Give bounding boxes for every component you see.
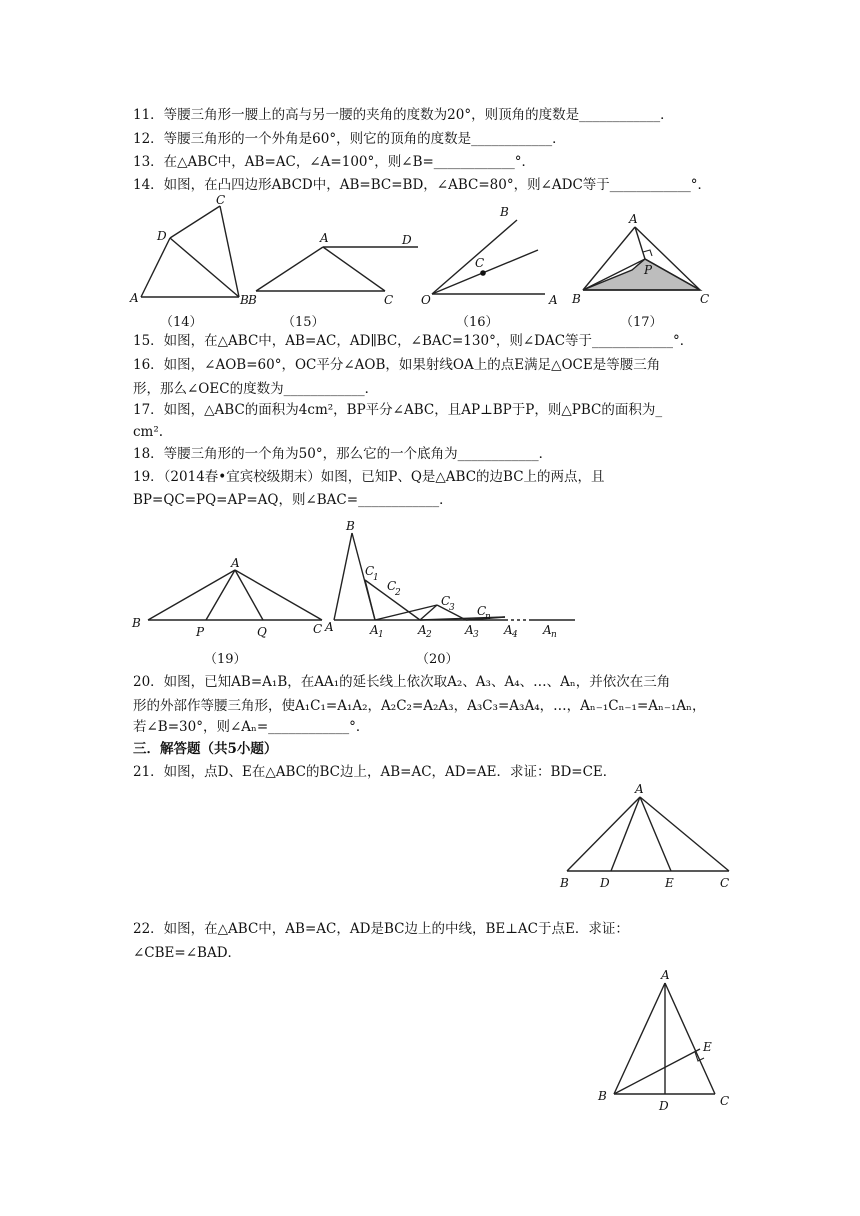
- svg-text:B: B: [248, 293, 257, 307]
- svg-text:A: A: [504, 623, 513, 637]
- svg-text:C: C: [365, 564, 375, 578]
- svg-text:A: A: [635, 782, 644, 796]
- svg-text:3: 3: [449, 603, 455, 613]
- caption-19: （19）: [204, 652, 247, 667]
- question-11: 11．等腰三角形一腰上的高与另一腰的夹角的度数为20°，则顶角的度数是____________．: [133, 107, 674, 123]
- svg-text:A: A: [130, 291, 139, 305]
- question-21: 21．如图，点D、E在△ABC的BC边上，AB=AC，AD=AE．求证：BD=CE．: [133, 764, 617, 780]
- figure-22: [614, 983, 715, 1094]
- svg-text:n: n: [551, 630, 557, 640]
- svg-text:A: A: [549, 293, 558, 307]
- question-19-line1: 19．（2014春•宜宾校级期末）如图，已知P、Q是△ABC的边BC上的两点，且: [133, 469, 605, 485]
- svg-text:A: A: [418, 623, 427, 637]
- figure-17-labels: [571, 212, 709, 306]
- figure-22-labels: [597, 968, 729, 1113]
- question-13: 13．在△ABC中，AB=AC，∠A=100°，则∠B=____________°．: [133, 154, 536, 170]
- svg-text:2: 2: [426, 630, 432, 640]
- figure-14: [141, 206, 239, 297]
- svg-text:A: A: [543, 623, 552, 637]
- question-22-line2: ∠CBE=∠BAD．: [133, 945, 242, 961]
- svg-text:C: C: [475, 256, 485, 270]
- svg-text:A: A: [320, 231, 329, 245]
- svg-text:C: C: [720, 876, 730, 890]
- question-22-line1: 22．如图，在△ABC中，AB=AC，AD是BC边上的中线，BE⊥AC于点E．求证：: [133, 921, 629, 937]
- svg-text:D: D: [157, 229, 167, 243]
- caption-20: （20）: [416, 652, 459, 667]
- svg-text:4: 4: [512, 630, 518, 640]
- svg-text:A: A: [661, 968, 670, 982]
- svg-text:A: A: [370, 623, 379, 637]
- svg-text:B: B: [500, 205, 509, 219]
- svg-text:O: O: [421, 293, 431, 307]
- svg-text:B: B: [346, 519, 355, 533]
- svg-text:C: C: [441, 594, 451, 608]
- question-18: 18．等腰三角形的一个角为50°，那么它的一个底角为____________．: [133, 446, 553, 462]
- question-20-line3: 若∠B=30°，则∠Aₙ=____________°．: [133, 719, 370, 735]
- svg-text:A: A: [231, 556, 240, 570]
- svg-text:B: B: [132, 616, 141, 630]
- question-19-line2: BP=QC=PQ=AP=AQ，则∠BAC=____________．: [133, 492, 453, 508]
- svg-text:B: B: [572, 292, 581, 306]
- question-17-line2: cm².: [133, 424, 164, 440]
- svg-text:C: C: [216, 193, 226, 207]
- question-14: 14．如图，在凸四边形ABCD中，AB=BC=BD，∠ABC=80°，则∠ADC等于____________°．: [133, 177, 712, 193]
- figure-19: [148, 570, 322, 620]
- figure-15-labels: [247, 231, 412, 307]
- svg-text:D: D: [600, 876, 610, 890]
- svg-text:A: A: [325, 620, 334, 634]
- svg-text:D: D: [659, 1099, 669, 1113]
- caption-17: （17）: [620, 315, 663, 330]
- section-3-heading: 三．解答题（共5小题）: [133, 741, 278, 757]
- figure-15: [256, 247, 418, 291]
- question-15: 15．如图，在△ABC中，AB=AC，AD∥BC，∠BAC=130°，则∠DAC等于____________°．: [133, 333, 694, 349]
- svg-text:A: A: [629, 212, 638, 226]
- svg-text:C: C: [700, 292, 710, 306]
- svg-text:D: D: [402, 233, 412, 247]
- figure-17: [583, 227, 700, 290]
- svg-text:A: A: [465, 623, 474, 637]
- question-16-line1: 16．如图，∠AOB=60°，OC平分∠AOB，如果射线OA上的点E满足△OCE是等腰三角: [133, 357, 661, 373]
- svg-text:1: 1: [373, 573, 379, 583]
- svg-text:3: 3: [473, 630, 479, 640]
- figure-16-labels: [421, 205, 558, 307]
- svg-text:B: B: [598, 1089, 607, 1103]
- caption-14: （14）: [160, 315, 203, 330]
- svg-text:C: C: [387, 579, 397, 593]
- figure-21-labels: [559, 782, 729, 890]
- svg-text:C: C: [313, 622, 323, 636]
- svg-text:C: C: [720, 1094, 730, 1108]
- svg-text:1: 1: [378, 630, 384, 640]
- svg-text:Q: Q: [257, 625, 267, 639]
- figure-16-point-c: [480, 270, 486, 276]
- svg-text:B: B: [560, 876, 569, 890]
- svg-text:P: P: [196, 625, 205, 639]
- svg-text:2: 2: [395, 588, 401, 598]
- figure-16: [432, 220, 545, 294]
- svg-text:C: C: [384, 293, 394, 307]
- question-17-line1: 17．如图，△ABC的面积为4cm²，BP平分∠ABC，且AP⊥BP于P，则△PBC的面积为_: [133, 402, 663, 418]
- figure-21: [567, 797, 729, 871]
- question-12: 12．等腰三角形的一个外角是60°，则它的顶角的度数是____________．: [133, 131, 566, 147]
- question-20-line2: 形的外部作等腰三角形，使A₁C₁=A₁A₂，A₂C₂=A₂A₃，A₃C₃=A₃A₄，…，Aₙ₋₁Cₙ₋₁=Aₙ₋₁Aₙ，: [133, 698, 706, 714]
- caption-16: （16）: [456, 315, 499, 330]
- svg-text:E: E: [703, 1040, 712, 1054]
- svg-text:B: B: [240, 293, 249, 307]
- figure-20-labels: [324, 519, 557, 640]
- svg-text:E: E: [665, 876, 674, 890]
- caption-15: （15）: [282, 315, 325, 330]
- svg-text:C: C: [477, 604, 487, 618]
- svg-text:P: P: [644, 263, 653, 277]
- figure-19-labels: [131, 556, 322, 639]
- question-20-line1: 20．如图，已知AB=A₁B，在AA₁的延长线上依次取A₂、A₃、A₄、…、Aₙ，并依次在三角: [133, 674, 671, 690]
- question-16-line2: 形，那么∠OEC的度数为____________．: [133, 381, 379, 397]
- svg-text:n: n: [485, 612, 491, 622]
